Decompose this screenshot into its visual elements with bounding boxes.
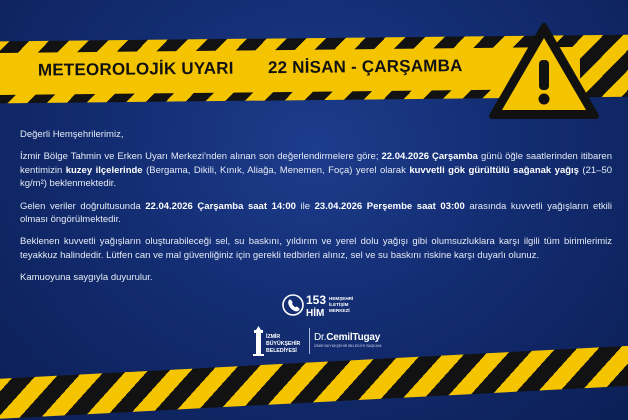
mayor-prefix: Dr.: [314, 332, 327, 343]
izmir-logo: [246, 326, 306, 360]
mayor-title: İZMİR BÜYÜKŞEHİR BELEDİYE BAŞKANI: [314, 344, 382, 348]
him-line1: HEMŞEHRİ: [329, 296, 354, 301]
announcement-body: [20, 128, 612, 294]
him-letters: HİM: [306, 308, 325, 319]
paragraph-forecast: İzmir Bölge Tahmin ve Erken Uyarı Merkezi'nden alınan son değerlendirmelere göre; 22.04.2026 Çarşamba günü öğle saatlerinden itibaren kentimizin kuzey ilçelerinde (Bergama, Dikili, Kınık, Aliağa, Menemen, Foça) yerel olarak kuvvetli gök gürültülü sağanak yağış (21–50 kg/m²) beklenmektedir.: [20, 151, 613, 190]
banner-date: 22 NİSAN - ÇARŞAMBA: [267, 56, 463, 78]
phone-icon: [283, 295, 303, 315]
izmir-line3: BELEDİYESİ: [266, 348, 297, 354]
izmir-tower-icon: [253, 326, 264, 356]
him-line2: İLETİŞİM: [329, 302, 349, 307]
logo-divider: [309, 328, 310, 354]
him-line3: MERKEZİ: [329, 308, 350, 313]
paragraph-precautions: Beklenen kuvvetli yağışların oluşturabileceği sel, su baskını, yıldırım ve yerel dolu yağışı gibi olumsuzluklara karşı ilgili tüm birimlerimiz teyakkuz halindedir. Lütfen can ve mal güvenliğiniz için gerekli tedbirleri alınız, sel ve su baskını riskine karşı duyarlı olunuz.: [20, 236, 612, 261]
him-logo: [282, 290, 354, 320]
izmir-line1: İZMİR: [266, 334, 281, 340]
izmir-line2: BÜYÜKŞEHİR: [266, 341, 301, 347]
paragraph-timing: Gelen veriler doğrultusunda 22.04.2026 Çarşamba saat 14:00 ile 23.04.2026 Perşembe saat 03:00 arasında kuvvetli yağışların etkili olması öngörülmektedir.: [20, 200, 613, 226]
him-number: 153: [306, 293, 327, 307]
mayor-signature: [314, 332, 384, 348]
banner-title: METEOROLOJİK UYARI: [37, 58, 234, 80]
warning-triangle-icon: [488, 22, 600, 122]
closing-line: Kamuoyuna saygıyla duyurulur.: [20, 272, 153, 284]
mayor-name: CemilTugay: [326, 332, 381, 343]
greeting: Değerli Hemşehrilerimiz,: [20, 129, 124, 140]
